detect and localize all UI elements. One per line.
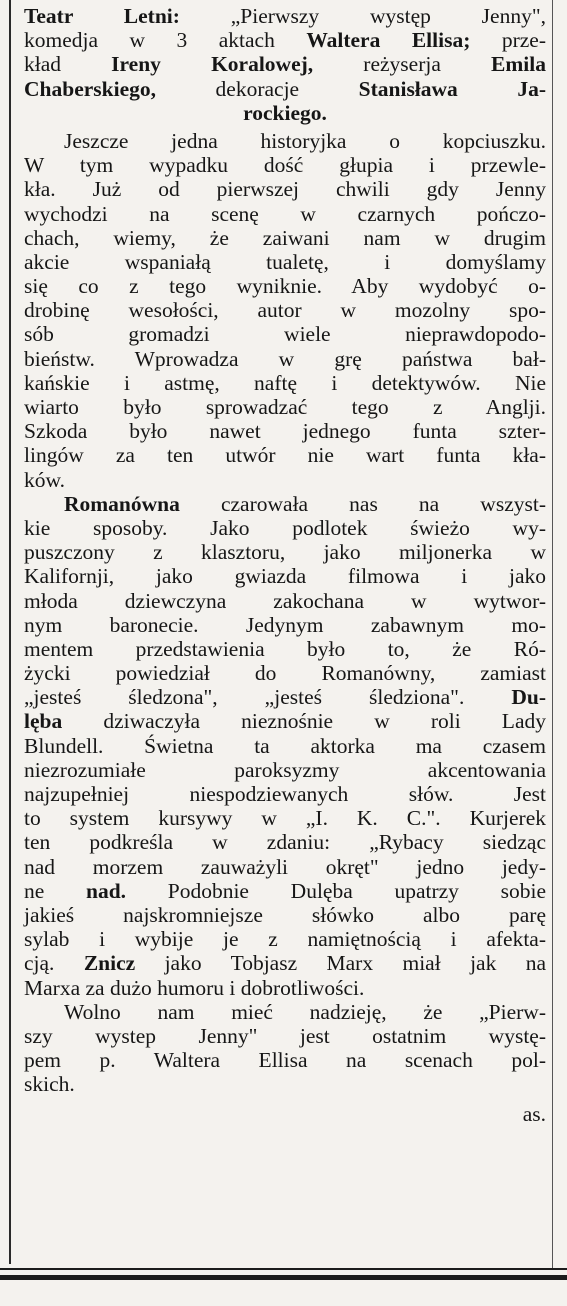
text-line: szy wystep Jenny" jest ostatnim wystę- xyxy=(24,1023,546,1048)
text-line: „jesteś śledzona", „jesteś śledziona". Du- xyxy=(24,685,546,710)
header-line: Teatr Letni: „Pierwszy występ Jenny", xyxy=(24,4,546,28)
review-article xyxy=(24,4,546,1127)
separator-thick xyxy=(0,1275,567,1280)
column-rule-left xyxy=(9,0,11,1264)
text-line: najzupełniej niespodziewanych słów. Jest xyxy=(24,782,546,806)
paragraph-3 xyxy=(24,1000,546,1097)
text-line: to system kursywy w „I. K. C.". Kurjerek xyxy=(24,806,546,831)
text-line: niezrozumiałe paroksyzmy akcentowania xyxy=(24,757,546,782)
text-line: Kalifornji, jako gwiazda filmowa i jako xyxy=(24,564,546,589)
text-line: nym baronecie. Jedynym zabawnym mo- xyxy=(24,612,546,637)
text-line: akcie wspaniałą tualetę, i domyślamy xyxy=(24,249,546,274)
text-line: bieństw. Wprowadza w grę państwa bał- xyxy=(24,346,546,371)
text-line: drobinę wesołości, autor w mozolny spo- xyxy=(24,298,546,323)
text-line: młoda dziewczyna zakochana w wytwor- xyxy=(24,588,546,613)
text-line: W tym wypadku dość głupia i przewle- xyxy=(24,153,546,178)
text-line: kie sposoby. Jako podlotek świeżo wy- xyxy=(24,515,546,540)
text-line: kła. Już od pierwszej chwili gdy Jenny xyxy=(24,177,546,202)
text-line: sylab i wybije je z namiętnością i afekta- xyxy=(24,927,546,952)
text-line: wiarto było sprowadzać tego z Anglji. xyxy=(24,395,546,419)
text-line: lingów za ten utwór nie wart funta kła- xyxy=(24,443,546,468)
text-line: lęba dziwaczyła nieznośnie w roli Lady xyxy=(24,709,546,734)
text-line: się co z tego wyniknie. Aby wydobyć o- xyxy=(24,274,546,299)
text-line: wychodzi na scenę w czarnych pończo- xyxy=(24,201,546,226)
text-line: Romanówna czarowała nas na wszyst- xyxy=(64,491,546,516)
paragraph-2 xyxy=(24,492,546,1000)
text-line: kańskie i astmę, naftę i detektywów. Nie xyxy=(24,370,546,395)
text-line: ków. xyxy=(24,467,66,492)
column-rule-right xyxy=(552,0,553,1268)
article-header xyxy=(24,4,546,125)
text-line: jakieś najskromniejsze słówko albo parę xyxy=(24,902,546,927)
text-line: cją. Znicz jako Tobjasz Marx miał jak na xyxy=(24,951,547,976)
header-line: Chaberskiego, dekoracje Stanisława Ja- xyxy=(24,76,547,101)
text-line: skich. xyxy=(24,1072,75,1097)
text-line: Wolno nam mieć nadzieję, że „Pierw- xyxy=(64,999,546,1024)
text-line: Jeszcze jedna historyjka o kopciuszku. xyxy=(64,128,546,153)
text-line: Marxa za dużo humoru i dobrotliwości. xyxy=(24,975,365,1000)
text-line: nad morzem zauważyli okręt" jedno jedy- xyxy=(24,854,546,879)
text-line: życki powiedział do Romanówny, zamiast xyxy=(24,661,546,686)
text-line: Szkoda było nawet jednego funta szter- xyxy=(24,419,546,444)
author-signature: as. xyxy=(522,1102,546,1127)
header-line: kład Ireny Koralowej, reżyserja Emila xyxy=(24,52,546,77)
text-line: pem p. Waltera Ellisa na scenach pol- xyxy=(24,1048,546,1073)
text-line: chach, wiemy, że zaiwani nam w drugim xyxy=(24,225,546,250)
text-line: Blundell. Świetna ta aktorka ma czasem xyxy=(24,733,546,758)
header-line: komedja w 3 aktach Waltera Ellisa; prze- xyxy=(24,28,546,53)
text-line: ne nad. Podobnie Dulęba upatrzy sobie xyxy=(24,878,546,903)
separator-thin xyxy=(0,1268,567,1270)
text-line: puszczony z klasztoru, jako miljonerka w xyxy=(24,540,546,565)
header-line: rockiego. xyxy=(243,100,327,125)
text-line: sób gromadzi wiele nieprawdopodo- xyxy=(24,322,546,347)
text-line: ten podkreśla w zdaniu: „Rybacy siedząc xyxy=(24,830,546,855)
paragraph-1 xyxy=(24,129,546,492)
text-line: mentem przedstawienia było to, że Ró- xyxy=(24,636,546,661)
